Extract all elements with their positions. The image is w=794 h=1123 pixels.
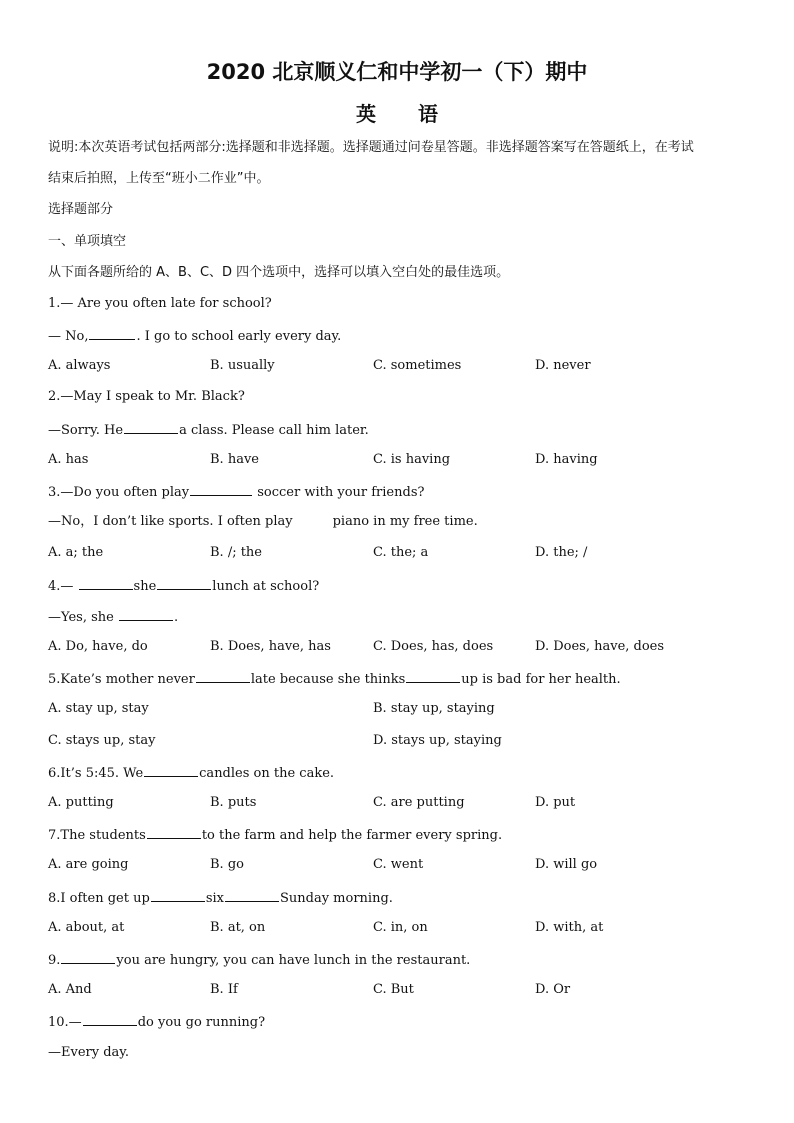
instructions-line-2: 结束后拍照，上传至“班小二作业”中。 xyxy=(48,171,270,186)
question-6-prompt: 6.It’s 5:45. We candles on the cake. xyxy=(48,763,334,783)
question-3-option-b: B. /; the xyxy=(210,545,262,560)
question-7-option-c: C. went xyxy=(373,857,424,872)
answer-blank xyxy=(61,950,115,964)
question-1-option-b: B. usually xyxy=(210,358,275,373)
answer-blank xyxy=(406,669,460,683)
instructions-line-1: 说明:本次英语考试包括两部分:选择题和非选择题。选择题通过问卷星答题。非选择题答案写在答题纸上，在考试 xyxy=(48,140,694,155)
section-instruction: 从下面各题所给的 A、B、C、D 四个选项中，选择可以填入空白处的最佳选项。 xyxy=(48,265,510,280)
question-8-option-a: A. about, at xyxy=(48,920,125,935)
question-8-option-d: D. with, at xyxy=(535,920,604,935)
answer-blank xyxy=(79,576,133,590)
answer-blank xyxy=(124,420,178,434)
question-4-response: —Yes, she . xyxy=(48,607,178,627)
question-2-option-d: D. having xyxy=(535,452,598,467)
question-4-option-b: B. Does, have, has xyxy=(210,639,331,654)
question-6-option-a: A. putting xyxy=(48,795,114,810)
question-4-option-a: A. Do, have, do xyxy=(48,639,148,654)
question-6-option-c: C. are putting xyxy=(373,795,465,810)
question-4-option-d: D. Does, have, does xyxy=(535,639,665,654)
question-8-option-b: B. at, on xyxy=(210,920,266,935)
question-5-prompt: 5.Kate’s mother never late because she thinks up is bad for her health. xyxy=(48,669,621,689)
answer-blank xyxy=(119,607,173,621)
question-5-option-a: A. stay up, stay xyxy=(48,701,149,716)
question-2-prompt: 2.—May I speak to Mr. Black? xyxy=(48,389,245,404)
answer-blank xyxy=(89,326,135,340)
answer-blank xyxy=(196,669,250,683)
answer-blank xyxy=(151,888,205,902)
subject-title: 英语 xyxy=(356,102,480,126)
question-1-option-a: A. always xyxy=(48,358,111,373)
section-label: 一、单项填空 xyxy=(48,234,127,249)
question-8-prompt: 8.I often get up six Sunday morning. xyxy=(48,888,393,908)
question-10-prompt: 10.— do you go running? xyxy=(48,1012,265,1032)
question-2-option-c: C. is having xyxy=(373,452,451,467)
question-3-option-d: D. the; / xyxy=(535,545,588,560)
question-2-response: —Sorry. He a class. Please call him later. xyxy=(48,420,369,440)
question-4-option-c: C. Does, has, does xyxy=(373,639,494,654)
answer-blank xyxy=(147,825,201,839)
question-6-option-b: B. puts xyxy=(210,795,257,810)
question-3-option-c: C. the; a xyxy=(373,545,429,560)
question-2-option-b: B. have xyxy=(210,452,259,467)
question-2-option-a: A. has xyxy=(48,452,89,467)
question-3-response: —No，I don’t like sports. I often play piano in my free time. xyxy=(48,514,478,529)
question-6-option-d: D. put xyxy=(535,795,576,810)
question-5-option-d: D. stays up, staying xyxy=(373,733,502,748)
question-10-response: —Every day. xyxy=(48,1045,130,1060)
question-5-option-b: B. stay up, staying xyxy=(373,701,495,716)
question-9-option-d: D. Or xyxy=(535,982,571,997)
question-9-prompt: 9. you are hungry, you can have lunch in the restaurant. xyxy=(48,950,470,970)
part-label: 选择题部分 xyxy=(48,202,114,217)
question-8-option-c: C. in, on xyxy=(373,920,428,935)
answer-blank xyxy=(157,576,211,590)
question-3-option-a: A. a; the xyxy=(48,545,104,560)
question-1-response: — No, . I go to school early every day. xyxy=(48,326,341,346)
question-1-option-c: C. sometimes xyxy=(373,358,462,373)
question-1-prompt: 1.— Are you often late for school? xyxy=(48,296,272,311)
question-7-prompt: 7.The students to the farm and help the farmer every spring. xyxy=(48,825,502,845)
question-7-option-b: B. go xyxy=(210,857,244,872)
answer-blank xyxy=(83,1012,137,1026)
exam-title: 2020 北京顺义仁和中学初一（下）期中 xyxy=(206,60,588,84)
question-4-prompt: 4.— she lunch at school? xyxy=(48,576,319,596)
question-9-option-c: C. But xyxy=(373,982,414,997)
answer-blank xyxy=(144,763,198,777)
question-7-option-d: D. will go xyxy=(535,857,598,872)
question-9-option-b: B. If xyxy=(210,982,238,997)
question-9-option-a: A. And xyxy=(48,982,92,997)
question-5-option-c: C. stays up, stay xyxy=(48,733,156,748)
answer-blank xyxy=(225,888,279,902)
question-1-option-d: D. never xyxy=(535,358,591,373)
answer-blank xyxy=(190,482,252,496)
question-3-prompt: 3.—Do you often play soccer with your friends? xyxy=(48,482,424,502)
question-7-option-a: A. are going xyxy=(48,857,129,872)
